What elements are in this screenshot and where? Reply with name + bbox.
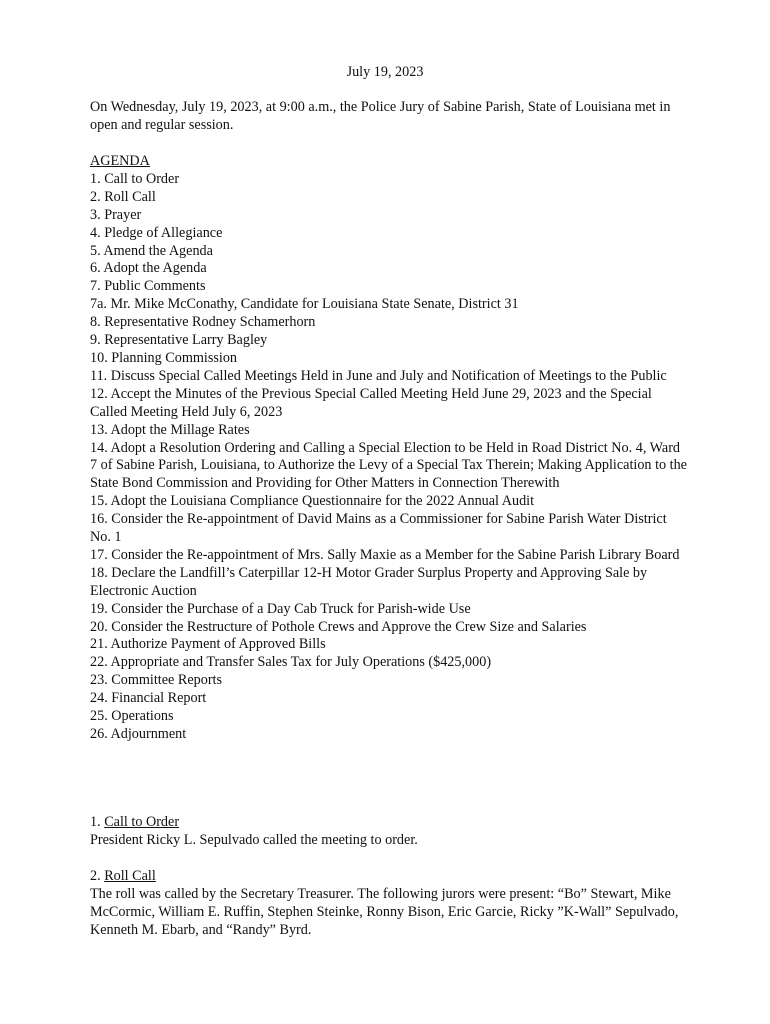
agenda-item: 19. Consider the Purchase of a Day Cab Truck for Parish-wide Use (90, 600, 471, 617)
agenda-item: 13. Adopt the Millage Rates (90, 421, 250, 438)
agenda-heading: AGENDA (90, 153, 150, 169)
agenda-item: 17. Consider the Re-appointment of Mrs. Sally Maxie as a Member for the Sabine Parish Library Board (90, 546, 680, 563)
section-body: President Ricky L. Sepulvado called the meeting to order. (90, 831, 418, 848)
agenda-item: 5. Amend the Agenda (90, 242, 213, 259)
agenda-item: 14. Adopt a Resolution Ordering and Calling a Special Election to be Held in Road District No. 4, Ward 7 of Sabine Parish, Louisiana, to Authorize the Levy of a Special Tax Therein; Making Application to the State Bond Commission and Providing for Other Matters in Connection Therewith (90, 439, 687, 492)
agenda-item: 15. Adopt the Louisiana Compliance Questionnaire for the 2022 Annual Audit (90, 493, 535, 510)
agenda-item: 8. Representative Rodney Schamerhorn (90, 314, 316, 331)
agenda-item: 16. Consider the Re-appointment of David Mains as a Commissioner for Sabine Parish Water District No. 1 (90, 511, 667, 546)
agenda-item: 9. Representative Larry Bagley (90, 332, 268, 349)
agenda-item: 22. Appropriate and Transfer Sales Tax for July Operations ($425,000) (90, 654, 492, 671)
agenda-item: 20. Consider the Restructure of Pothole Crews and Approve the Crew Size and Salaries (90, 618, 587, 635)
document-date: July 19, 2023 (346, 64, 424, 80)
agenda-item: 25. Operations (90, 708, 174, 725)
roll-call-section (90, 868, 690, 940)
agenda-item: 23. Committee Reports (90, 672, 223, 689)
section-title: Call to Order (104, 814, 180, 830)
agenda-item: 6. Adopt the Agenda (90, 260, 207, 277)
section-number: 2. (90, 868, 105, 884)
intro-paragraph: On Wednesday, July 19, 2023, at 9:00 a.m., the Police Jury of Sabine Parish, State of Louisiana met in open and regular session. (90, 99, 671, 133)
agenda-item: 3. Prayer (90, 206, 142, 223)
agenda-item: 7a. Mr. Mike McConathy, Candidate for Louisiana State Senate, District 31 (90, 296, 519, 313)
agenda-item: 18. Declare the Landfill’s Caterpillar 12-H Motor Grader Surplus Property and Approving Sale by Electronic Auction (90, 564, 648, 599)
call-to-order-section (90, 814, 690, 850)
agenda-item: 10. Planning Commission (90, 349, 238, 366)
agenda-section (90, 153, 690, 744)
agenda-item: 4. Pledge of Allegiance (90, 224, 223, 241)
agenda-item: 2. Roll Call (90, 188, 156, 205)
agenda-item: 24. Financial Report (90, 690, 207, 707)
section-number: 1. (90, 814, 105, 830)
agenda-item: 7. Public Comments (90, 278, 206, 295)
agenda-item: 12. Accept the Minutes of the Previous Special Called Meeting Held June 29, 2023 and the Special Called Meeting Held July 6, 2023 (90, 385, 652, 420)
section-heading (90, 814, 690, 832)
agenda-item: 21. Authorize Payment of Approved Bills (90, 636, 326, 653)
section-heading (90, 868, 690, 886)
agenda-item: 11. Discuss Special Called Meetings Held in June and July and Notification of Meetings to the Public (90, 367, 667, 384)
agenda-list (90, 171, 690, 744)
section-title: Roll Call (104, 868, 156, 884)
agenda-item: 1. Call to Order (90, 170, 180, 187)
agenda-item: 26. Adjournment (90, 726, 187, 742)
section-body: The roll was called by the Secretary Treasurer. The following jurors were present: “Bo” Stewart, Mike McCormic, William E. Ruffin, Stephen Steinke, Ronny Bison, Eric Garcie, Ricky ”K-Wall” Sepulvado, Kenneth M. Ebarb, and “Randy” Byrd. (90, 885, 679, 938)
